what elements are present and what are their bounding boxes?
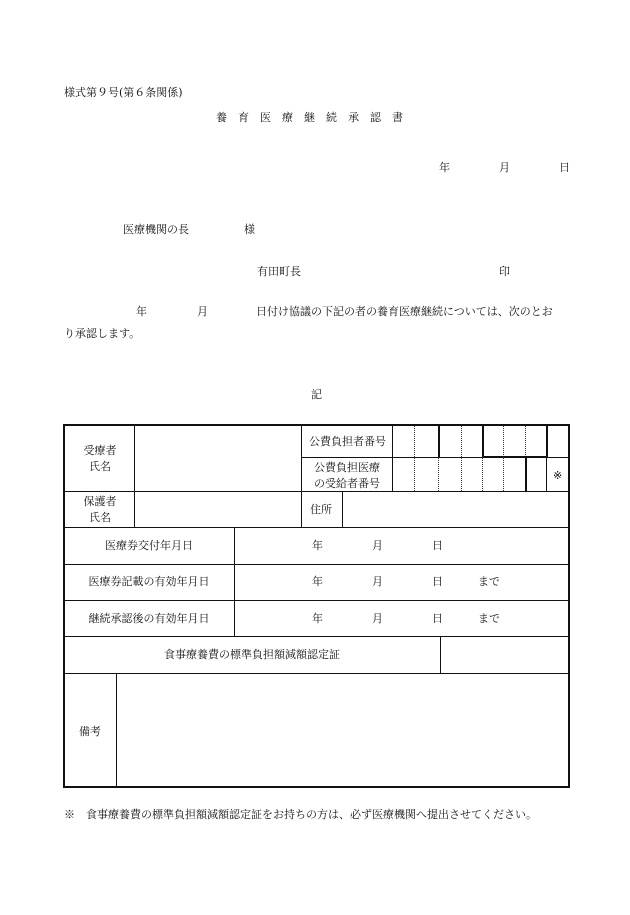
- footnote: ※ 食事療養費の標準負担額減額認定証をお持ちの方は、必ず医療機関へ提出させてください。: [64, 808, 537, 821]
- continued-date-label: 継続承認後の有効年月日: [88, 612, 210, 625]
- digit-divider: [414, 426, 415, 457]
- digit-divider: [482, 457, 483, 491]
- digit-divider: [461, 457, 462, 491]
- continued-date-month: 月: [372, 612, 383, 625]
- digit-group-divider: [525, 457, 527, 491]
- rule-remarks-label-v: [116, 673, 117, 788]
- guardian-label-line2: 氏名: [89, 511, 111, 524]
- ki-heading: 記: [311, 388, 322, 401]
- issue-date-year: 年: [312, 539, 323, 552]
- valid-date-day: 日: [432, 575, 443, 588]
- patient-label-line1: 受療者: [83, 444, 117, 457]
- issue-date-day: 日: [432, 539, 443, 552]
- digit-divider: [438, 457, 439, 491]
- digit-divider: [503, 457, 504, 491]
- valid-date-label: 医療券記載の有効年月日: [88, 575, 210, 588]
- guardian-label: [84, 494, 117, 526]
- date-day-label: 日: [559, 161, 570, 174]
- digit-group-divider: [482, 426, 484, 457]
- body-text-line2: り承認します。: [64, 327, 141, 340]
- body-text-line1: 日付け協議の下記の者の養育医療継続については、次のとお: [256, 305, 553, 318]
- rule-date-label-v: [234, 527, 235, 636]
- document-title: 養育医療継続承認書: [216, 111, 414, 124]
- public-payer-number-label: 公費負担者番号: [309, 435, 386, 448]
- valid-date-month: 月: [372, 575, 383, 588]
- digit-divider: [414, 457, 415, 491]
- rule-patient-value-v: [301, 426, 302, 491]
- digit-check-divider: [546, 457, 547, 491]
- meal-cert-label: 食事療養費の標準負担額減額認定証: [164, 648, 340, 661]
- date-month-label: 月: [499, 161, 510, 174]
- digit-divider: [503, 426, 504, 457]
- approval-form-table: [63, 424, 570, 788]
- issue-date-label: 医療券交付年月日: [105, 539, 193, 552]
- public-recipient-label-line1: 公費負担医療: [314, 461, 380, 474]
- public-recipient-label: [314, 460, 380, 492]
- sender-name: 有田町長: [257, 265, 301, 278]
- rule-row3-bottom: [65, 564, 570, 565]
- guardian-label-line1: 保護者: [83, 495, 117, 508]
- addressee-name: 医療機関の長: [123, 223, 189, 236]
- form-number: 様式第９号(第６条関係): [64, 86, 183, 99]
- patient-label-line2: 氏名: [89, 460, 111, 473]
- addressee-suffix: 様: [244, 223, 255, 236]
- seal-mark: 印: [499, 265, 510, 278]
- rule-patient-label-v: [134, 426, 135, 527]
- rule-address-label-v: [342, 491, 343, 527]
- digit-group-divider: [438, 426, 440, 457]
- valid-date-until: まで: [478, 575, 500, 588]
- date-year-label: 年: [439, 161, 450, 174]
- digit-divider: [461, 426, 462, 457]
- digit-divider: [525, 426, 526, 457]
- rule-meal-value-v: [440, 636, 441, 673]
- body-year-label: 年: [136, 305, 147, 318]
- public-recipient-label-line2: の受給者番号: [314, 477, 380, 490]
- patient-label: [84, 443, 117, 475]
- address-label: 住所: [310, 503, 332, 516]
- continued-date-day: 日: [432, 612, 443, 625]
- rule-row2-bottom: [65, 527, 570, 528]
- rule-row5-bottom: [65, 636, 570, 637]
- continued-date-year: 年: [312, 612, 323, 625]
- issue-date-month: 月: [372, 539, 383, 552]
- rule-guardian-value-v: [301, 491, 302, 527]
- remarks-label: 備考: [79, 725, 101, 738]
- body-month-label: 月: [197, 305, 208, 318]
- rule-row4-bottom: [65, 600, 570, 601]
- check-mark: ※: [553, 469, 563, 482]
- rule-row6-bottom: [65, 673, 570, 674]
- valid-date-year: 年: [312, 575, 323, 588]
- digit-group-underline: [482, 456, 548, 458]
- rule-public-label-v: [392, 426, 393, 491]
- digit-group-divider: [546, 426, 548, 457]
- continued-date-until: まで: [478, 612, 500, 625]
